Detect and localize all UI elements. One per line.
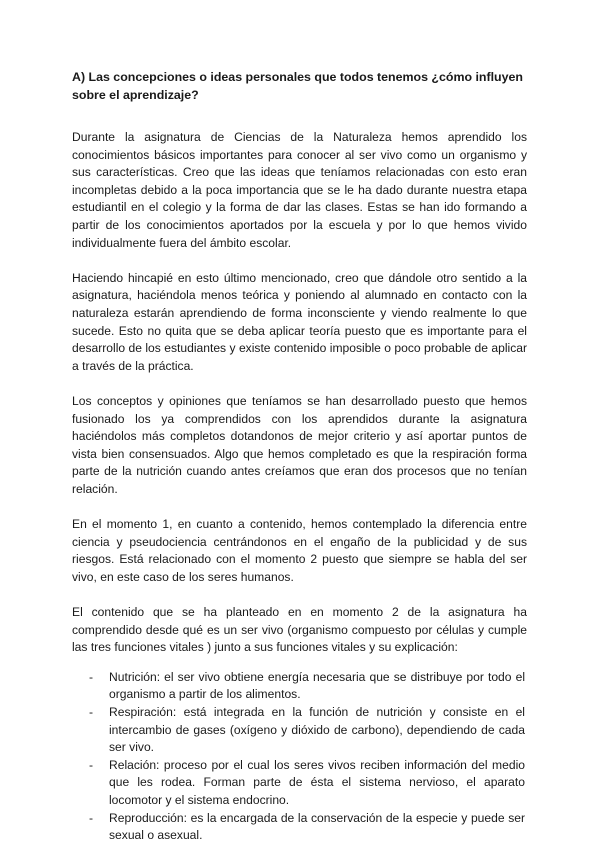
list-dash: - (89, 669, 94, 684)
list-dash: - (89, 705, 94, 719)
list-item-reproduccion (72, 810, 527, 845)
list-item-nutricion (72, 669, 527, 704)
paragraph-3: Los conceptos y opiniones que teníamos se han desarrollado puesto que hemos fusionado los ya comprendidos con los aprendidos durante la asignatura haciéndolos más completos dotandonos de mejor criterio y así aportar puntos de vista bien consensuados. Algo que hemos completado es que la respiración forma parte de la nutrición cuando antes creíamos que eran dos procesos que no tenían relación. (72, 393, 527, 496)
list-item-respiracion (72, 704, 527, 757)
paragraph-1: Durante la asignatura de Ciencias de la Naturaleza hemos aprendido los conocimientos básicos importantes para conocer al ser vivo como un organismo y sus características. Creo que las ideas que teníamos relacionadas con esto eran incompletas debido a la poca importancia que se le ha dado durante nuestra etapa estudiantil en el colegio y la forma de dar las clases. Estas se han ido formando a partir de los conocimientos aportados por la escuela y por lo que hemos vivido individualmente fuera del ámbito escolar. (72, 130, 527, 250)
list-dash: - (89, 757, 94, 772)
paragraph-4: En el momento 1, en cuanto a contenido, hemos contemplado la diferencia entre ciencia y pseudociencia centrándonos en el engaño de la publicidad y de sus riesgos. Está relacionado con el momento 2 puesto que siempre se habla del ser vivo, en este caso de los seres humanos. (72, 517, 527, 584)
list-item-text: Nutrición: el ser vivo obtiene energía necesaria que se distribuye por todo el organismo a partir de los alimentos. (109, 669, 525, 702)
vital-functions-list (72, 669, 527, 845)
list-item-text: Relación: proceso por el cual los seres vivos reciben información del medio que les rodea. Forman parte de ésta el sistema nervioso, el aparato locomotor y el sistema endocrino. (109, 757, 525, 807)
list-item-text: Reproducción: es la encargada de la conservación de la especie y puede ser sexual o asexual. (109, 810, 525, 843)
list-item-text: Respiración: está integrada en la función de nutrición y consiste en el intercambio de gases (oxígeno y dióxido de carbono), dependiendo de cada ser vivo. (109, 705, 525, 755)
section-heading: A) Las concepciones o ideas personales que todos tenemos ¿cómo influyen sobre el aprendizaje? (72, 70, 523, 102)
paragraph-2: Haciendo hincapié en esto último mencionado, creo que dándole otro sentido a la asignatura, haciéndola menos teórica y poniendo al alumnado en contacto con la naturaleza estarán aprendiendo de forma inconsciente y viendo realmente lo que sucede. Esto no quita que se deba aplicar teoría puesto que es importante para el desarrollo de los estudiantes y existe contenido imposible o poco probable de aplicar a través de la práctica. (72, 270, 527, 373)
paragraph-5: El contenido que se ha planteado en en momento 2 de la asignatura ha comprendido desde qué es un ser vivo (organismo compuesto por células y cumple las tres funciones vitales ) junto a sus funciones vitales y su explicación: (72, 605, 527, 655)
list-dash: - (89, 810, 94, 825)
list-item-relacion (72, 757, 527, 810)
document-page (72, 69, 527, 845)
